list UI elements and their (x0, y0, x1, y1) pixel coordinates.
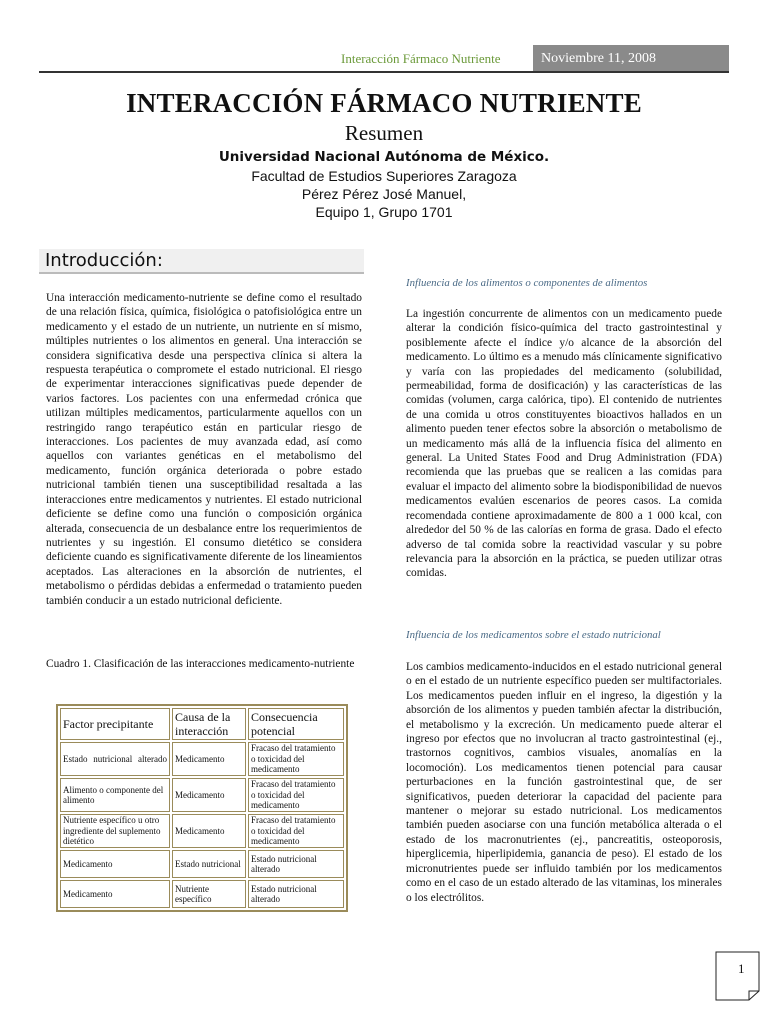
faculty-name: Facultad de Estudios Superiores Zaragoza (251, 168, 517, 184)
table-header-cell: Factor precipitante (60, 708, 170, 740)
intro-paragraph: Una interacción medicamento-nutriente se define como el resultado de una relación física, química, fisiológica o patofisiológica entre un medicamento y el estado de un nutriente, un nutriente en sí mismo, múltiples nutrientes o los alimentos en general. Una interacción se considera significativa desde una perspectiva clínica si altera la respuesta terapéutica o compromete el estado nutricional. El riesgo de experimentar interacciones significativas puede depender de varios factores. Los pacientes con una enfermedad crónica que utilizan múltiples medicamentos, particularmente aquellos con un restringido rango terapéutico están en particular riesgo de interacciones. Los pacientes de muy avanzada edad, así como aquellos con variantes genéticas en el metabolismo del medicamento, función orgánica deteriorada o pobre estado nutricional también tienen una susceptibilidad resaltada a las interacciones entre medicamentos y nutrientes. El estado nutricional deficiente se define como una función o composición orgánica alterada, consecuencia de un desbalance entre los requerimientos de nutrientes y su ingestión. El consumo dietético se considera deficiente cuando es significativamente diferente de los lineamientos aceptados. Las alteraciones en la absorción de nutrientes, el metabolismo o pérdidas debidas a enfermedad o tratamiento pueden también conducir a un estado nutricional deficiente. (46, 292, 362, 607)
table-row (60, 880, 344, 908)
interactions-table (56, 704, 348, 912)
team-info: Equipo 1, Grupo 1701 (315, 204, 453, 220)
table-cell: Nutriente específico (172, 880, 246, 908)
table-cell: Alimento o componente del alimento (60, 778, 170, 812)
table-caption: Cuadro 1. Clasificación de las interacciones medicamento-nutriente (46, 658, 355, 670)
header-date: Noviembre 11, 2008 (533, 45, 729, 72)
table-header-cell: Consecuencia potencial (248, 708, 344, 740)
page-number: 1 (738, 961, 745, 976)
running-title: Interacción Fármaco Nutriente (341, 51, 501, 66)
table-header-row (60, 708, 344, 740)
table-row (60, 742, 344, 776)
header-rule (39, 71, 729, 73)
table-cell: Medicamento (172, 778, 246, 812)
food-paragraph: La ingestión concurrente de alimentos con un medicamento puede alterar la condición físico-química del tracto gastrointestinal y posiblemente afecte el índice y/o alcance de la absorción del medicamento. Lo último es a menudo más clínicamente significativo y varía con las propiedades del medicamento (solubilidad, permeabilidad, forma de dosificación) y las características de las comidas (volumen, carga calórica, tipo). El contenido de nutrientes de una comida u otros constituyentes bioactivos hallados en un alimento pueden tener efectos sobre la absorción o metabolismo de un medicamento más allá de la influencia física del alimento en general. La United States Food and Drug Administration (FDA) recomienda que las pruebas que se realicen a las comidas para evaluar el impacto del alimento sobre la biodisponibilidad de nuevos medicamentos evalúen escenarios de peores casos. La comida recomendada contiene aproximadamente de 800 a 1 000 kcal, con alrededor del 50 % de las calorías en forma de grasa. Dado el efecto adverso de tal comida sobre la reactividad vascular y su pobre relevancia para la absorción en la práctica, se pueden utilizar otras comidas. (406, 308, 722, 580)
table-cell: Fracaso del tratamiento o toxicidad del medicamento (248, 778, 344, 812)
author-name: Pérez Pérez José Manuel, (301, 186, 467, 202)
table-cell: Estado nutricional alterado (60, 742, 170, 776)
section-heading-drugs: Influencia de los medicamentos sobre el estado nutricional (406, 629, 661, 641)
table-cell: Fracaso del tratamiento o toxicidad del medicamento (248, 814, 344, 848)
table-header-cell: Causa de la interacción (172, 708, 246, 740)
section-heading-food: Influencia de los alimentos o componentes de alimentos (406, 277, 648, 289)
table-cell: Fracaso del tratamiento o toxicidad del medicamento (248, 742, 344, 776)
table-cell: Medicamento (172, 814, 246, 848)
intro-heading: Introducción: (45, 250, 163, 271)
university-name: Universidad Nacional Autónoma de México. (218, 149, 550, 165)
table-row (60, 850, 344, 878)
table-cell: Estado nutricional alterado (248, 850, 344, 878)
table-cell: Nutriente específico u otro ingrediente del suplemento dietético (60, 814, 170, 848)
table-row (60, 778, 344, 812)
table-cell: Medicamento (60, 850, 170, 878)
document-title: INTERACCIÓN FÁRMACO NUTRIENTE (126, 88, 642, 118)
table-cell: Estado nutricional alterado (248, 880, 344, 908)
table-cell: Medicamento (60, 880, 170, 908)
drugs-paragraph: Los cambios medicamento-inducidos en el estado nutricional general o en el estado de un nutriente específico pueden ser multifactoriales. Los medicamentos pueden influir en el ingreso, la digestión y la absorción de los alimentos y pueden también afectar la distribución, el metabolismo y la excreción. Un medicamento puede alterar el ingreso por efectos que no involucran al tracto gastrointestinal (ej., trastornos cognitivos, cambios visuales, anomalías en la locomoción). Los medicamentos tienen potencial para causar perturbaciones en la función gastrointestinal que, de ser significativos, pueden deteriorar la capacidad del paciente para mantener o mejorar su estado nutricional. Los medicamentos también pueden asociarse con una función metabólica alterada o el estado de los macronutrientes (ej., pancreatitis, osteoporosis, hiperglicemia, hiperlipidemia, ganancia de peso). El estado de los micronutrientes puede ser influido también por los medicamentos como en el caso de un estado alterado de las vitaminas, los minerales o los electrólitos. (406, 661, 722, 904)
table-row (60, 814, 344, 848)
table-cell: Medicamento (172, 742, 246, 776)
table-cell: Estado nutricional (172, 850, 246, 878)
document-subtitle: Resumen (344, 121, 424, 145)
